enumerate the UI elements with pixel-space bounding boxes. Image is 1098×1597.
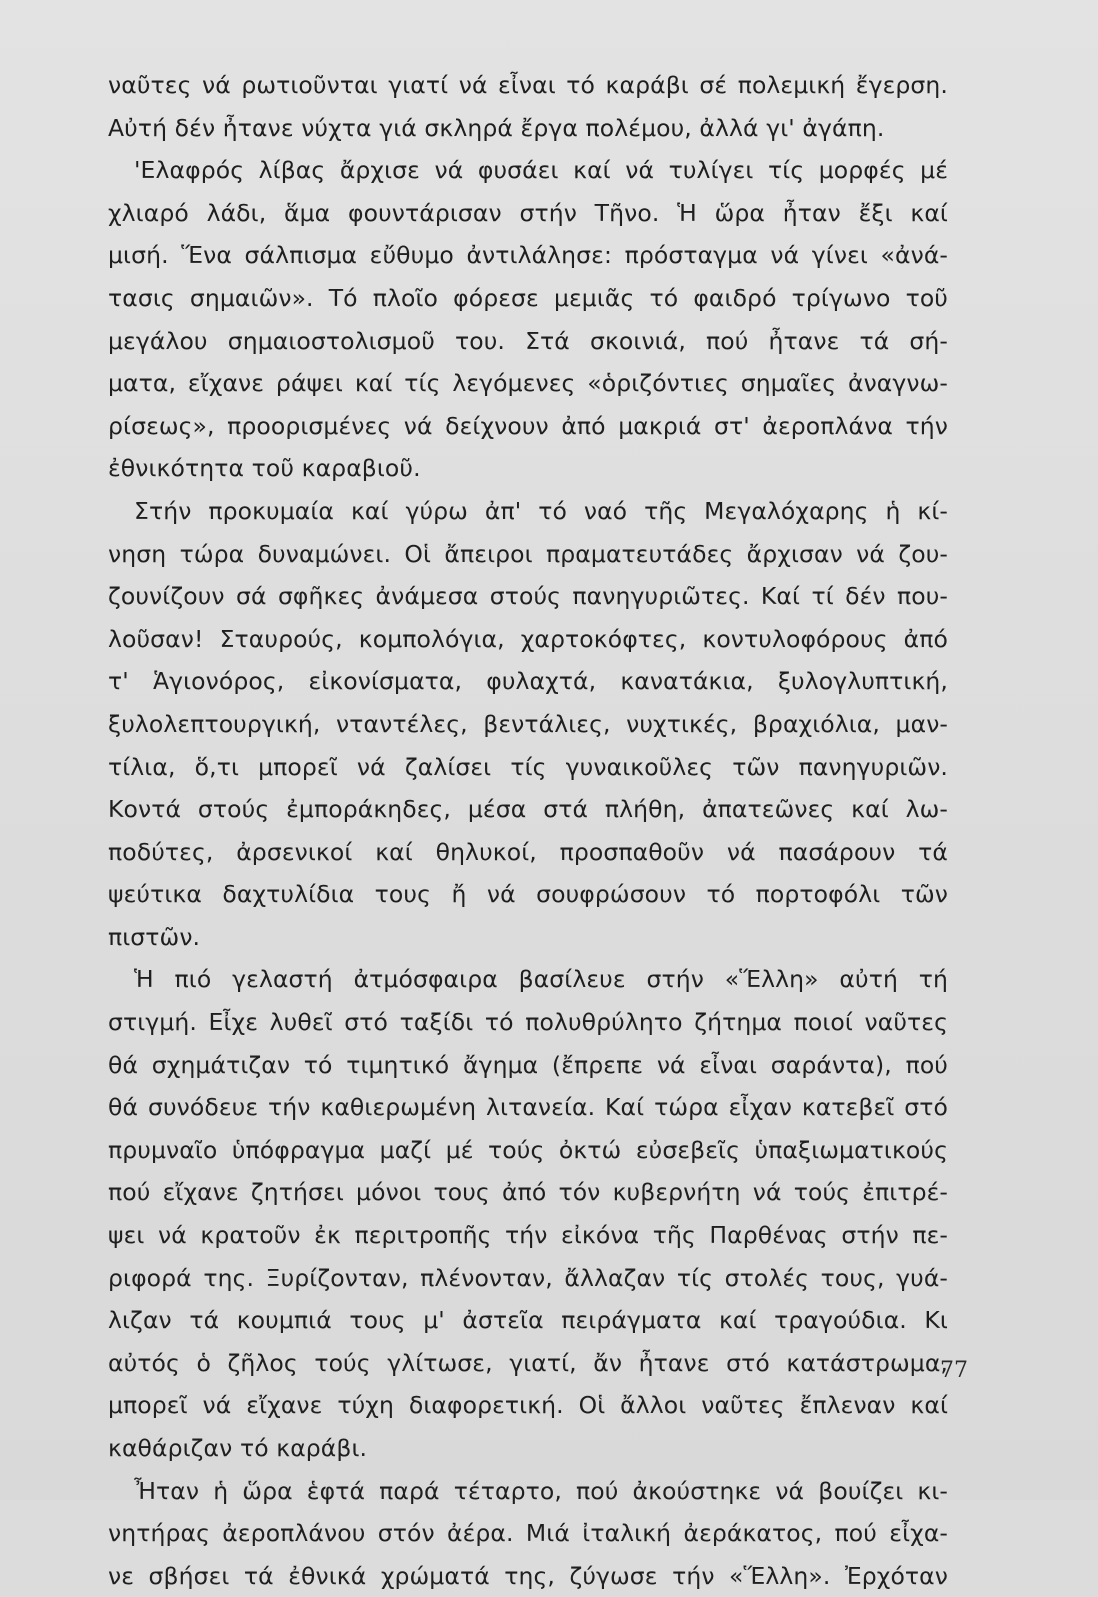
text-line: ζουνίζουν σά σφῆκες ἀνάμεσα στούς πανηγυριῶτες. Καί τί δέν που- bbox=[108, 582, 948, 611]
text-line: ξυλολεπτουργική, νταντέλες, βεντάλιες, νυχτικές, βραχιόλια, μαν- bbox=[108, 709, 948, 738]
text-line: θά σχημάτιζαν τό τιμητικό ἄγημα (ἔπρεπε νά εἶναι σαράντα), πού bbox=[108, 1050, 948, 1079]
text-line: λιζαν τά κουμπιά τους μ' ἀστεῖα πειράγματα καί τραγούδια. Κι bbox=[108, 1306, 948, 1335]
text-line: ριφορά της. Ξυρίζονταν, πλένονταν, ἄλλαζαν τίς στολές τους, γυά- bbox=[108, 1263, 948, 1292]
text-line: ψει νά κρατοῦν ἐκ περιτροπῆς τήν εἰκόνα τῆς Παρθένας στήν πε- bbox=[108, 1221, 948, 1250]
text-line: 'Ελαφρός λίβας ἄρχισε νά φυσάει καί νά τυλίγει τίς μορφές μέ bbox=[134, 156, 948, 185]
text-line: Αὐτή δέν ἦτανε νύχτα γιά σκληρά ἔργα πολέμου, ἀλλά γι' ἀγάπη. bbox=[108, 113, 885, 142]
text-line: ματα, εἴχανε ράψει καί τίς λεγόμενες «ὁριζόντιες σημαῖες ἀναγνω- bbox=[108, 369, 948, 398]
text-line: ἐθνικότητα τοῦ καραβιοῦ. bbox=[108, 454, 421, 483]
text-line: μεγάλου σημαιοστολισμοῦ του. Στά σκοινιά, πού ἦτανε τά σή- bbox=[108, 326, 948, 355]
text-line: Κοντά στούς ἐμποράκηδες, μέσα στά πλήθη, ἀπατεῶνες καί λω- bbox=[108, 795, 948, 824]
text-line: θά συνόδευε τήν καθιερωμένη λιτανεία. Καί τώρα εἶχαν κατεβεῖ στό bbox=[108, 1093, 948, 1122]
text-line: μπορεῖ νά εἴχανε τύχη διαφορετική. Οἱ ἄλλοι ναῦτες ἔπλεναν καί bbox=[108, 1391, 948, 1420]
text-line: νε σβήσει τά ἐθνικά χρώματά της, ζύγωσε τήν «Ἕλλη». Ἐρχόταν bbox=[108, 1561, 948, 1590]
text-line: Ἦταν ἡ ὥρα ἑφτά παρά τέταρτο, πού ἀκούστηκε νά βουίζει κι- bbox=[134, 1476, 948, 1505]
text-line: στιγμή. Εἶχε λυθεῖ στό ταξίδι τό πολυθρύλητο ζήτημα ποιοί ναῦτες bbox=[108, 1008, 948, 1037]
text-line: πού εἴχανε ζητήσει μόνοι τους ἀπό τόν κυβερνήτη νά τούς ἐπιτρέ- bbox=[108, 1178, 948, 1207]
page-text bbox=[108, 64, 948, 1597]
text-line: Ἡ πιό γελαστή ἀτμόσφαιρα βασίλευε στήν «Ἕλλη» αὐτή τή bbox=[134, 965, 948, 994]
text-line: τίλια, ὅ,τι μπορεῖ νά ζαλίσει τίς γυναικοῦλες τῶν πανηγυριῶν. bbox=[108, 752, 948, 781]
text-line: ψεύτικα δαχτυλίδια τους ἤ νά σουφρώσουν τό πορτοφόλι τῶν bbox=[108, 880, 948, 909]
text-line: ναῦτες νά ρωτιοῦνται γιατί νά εἶναι τό καράβι σέ πολεμική ἔγερση. bbox=[108, 71, 948, 99]
text-line: μισή. Ἕνα σάλπισμα εὔθυμο ἀντιλάλησε: πρόσταγμα νά γίνει «ἀνά- bbox=[108, 241, 948, 270]
text-line: τ' Ἁγιονόρος, εἰκονίσματα, φυλαχτά, κανατάκια, ξυλογλυπτική, bbox=[108, 667, 948, 696]
page-number: 77 bbox=[940, 1358, 968, 1383]
text-line: καθάριζαν τό καράβι. bbox=[108, 1434, 368, 1462]
text-line: λοῦσαν! Σταυρούς, κομπολόγια, χαρτοκόφτες, κοντυλοφόρους ἀπό bbox=[108, 624, 948, 653]
text-line: αὐτός ὁ ζῆλος τούς γλίτωσε, γιατί, ἄν ἦτανε στό κατάστρωμα, bbox=[108, 1348, 948, 1377]
text-line: πρυμναῖο ὑπόφραγμα μαζί μέ τούς ὀκτώ εὐσεβεῖς ὑπαξιωματικούς bbox=[108, 1135, 948, 1164]
text-line: νητήρας ἀεροπλάνου στόν ἀέρα. Μιά ἰταλική ἀεράκατος, πού εἶχα- bbox=[108, 1519, 948, 1548]
text-line: νηση τώρα δυναμώνει. Οἱ ἄπειροι πραματευτάδες ἄρχισαν νά ζου- bbox=[108, 539, 948, 568]
text-line: ρίσεως», προορισμένες νά δείχνουν ἀπό μακριά στ' ἀεροπλάνα τήν bbox=[108, 411, 948, 440]
text-line: χλιαρό λάδι, ἅμα φουντάρισαν στήν Τῆνο. Ἡ ὥρα ἦταν ἔξι καί bbox=[108, 198, 948, 227]
text-line: πιστῶν. bbox=[108, 922, 201, 951]
text-line: τασις σημαιῶν». Τό πλοῖο φόρεσε μεμιᾶς τό φαιδρό τρίγωνο τοῦ bbox=[108, 283, 948, 312]
text-line: ποδύτες, ἀρσενικοί καί θηλυκοί, προσπαθοῦν νά πασάρουν τά bbox=[108, 837, 948, 866]
text-line: Στήν προκυμαία καί γύρω ἀπ' τό ναό τῆς Μεγαλόχαρης ἡ κί- bbox=[134, 496, 948, 525]
